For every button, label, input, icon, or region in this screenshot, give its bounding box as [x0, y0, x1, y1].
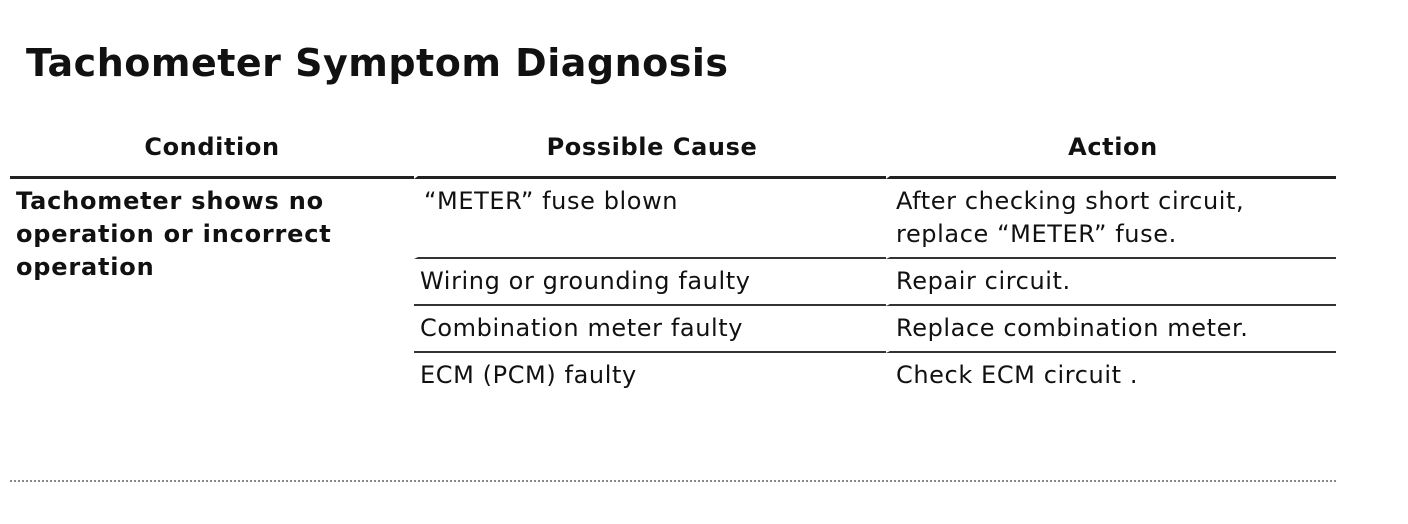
- page-title: Tachometer Symptom Diagnosis: [26, 41, 729, 85]
- action-cell: Repair circuit.: [886, 259, 1336, 306]
- table-header-row: [10, 118, 1336, 179]
- cause-cell: “METER” fuse blown: [414, 179, 886, 259]
- bottom-divider: [10, 480, 1336, 482]
- header-condition: Condition: [10, 118, 414, 179]
- header-action: Action: [886, 118, 1336, 179]
- action-cell: After checking short circuit, replace “METER” fuse.: [886, 179, 1336, 259]
- cause-cell: Combination meter faulty: [414, 306, 886, 353]
- condition-cell: Tachometer shows no operation or incorrect operation: [16, 187, 332, 281]
- table-row: [10, 179, 1336, 259]
- action-cell: Replace combination meter.: [886, 306, 1336, 353]
- cause-cell: Wiring or grounding faulty: [414, 259, 886, 306]
- header-possible-cause: Possible Cause: [414, 118, 886, 179]
- action-cell: Check ECM circuit .: [886, 353, 1336, 398]
- cause-cell: ECM (PCM) faulty: [420, 361, 637, 389]
- diagnosis-table: [10, 118, 1336, 398]
